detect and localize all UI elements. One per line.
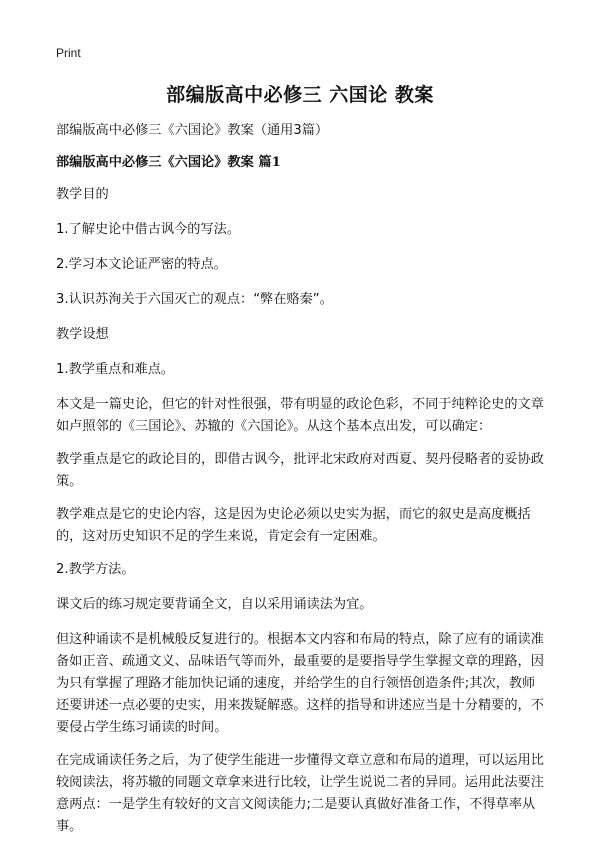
objective-item: 3.认识苏洵关于六国灭亡的观点：“弊在赂秦”。 [56, 292, 333, 307]
paragraph-reading: 但这种诵读不是机械般反复进行的。根据本文内容和布局的特点，除了应有的诵读准备如正音、疏通文义、品味语气等而外，最重要的是要指导学生掌握文章的理路，因为只有掌握了理路才能加快记诵的速度，并给学生的自行领悟创造条件;其次，教师还要讲述一点必要的史实，用来拨疑解惑。这样的指导和讲述应当是十分精要的，不要侵占学生练习诵读的时间。 [56, 632, 544, 735]
document-body [56, 120, 544, 849]
objective-item: 1.了解史论中借古讽今的写法。 [56, 222, 241, 237]
section-heading: 部编版高中必修三《六国论》教案 篇1 [56, 155, 281, 170]
objectives-heading: 教学目的 [56, 187, 109, 202]
document-subtitle: 部编版高中必修三《六国论》教案（通用3篇） [56, 123, 329, 138]
paragraph-compare: 在完成诵读任务之后，为了使学生能进一步懂得文章立意和布局的道理，可以运用比较阅读法，将苏辙的同题文章拿来进行比较，让学生说说二者的异同。运用此法要注意两点：一是学生有较好的文言文阅读能力;二是要认真做好准备工作，不得草率从事。 [56, 753, 544, 834]
print-label: Print [56, 46, 81, 60]
point1-heading: 1.教学重点和难点。 [56, 362, 175, 377]
design-heading: 教学设想 [56, 327, 109, 342]
paragraph-method: 课文后的练习规定要背诵全文，自以采用诵读法为宜。 [56, 597, 373, 612]
objective-item: 2.学习本文论证严密的特点。 [56, 257, 227, 272]
paragraph-focus: 教学重点是它的政论目的，即借古讽今，批评北宋政府对西夏、契丹侵略者的妥协政策。 [56, 452, 544, 489]
paragraph-difficulty: 教学难点是它的史论内容，这是因为史论必须以史实为据，而它的叙史是高度概括的，这对历史知识不足的学生来说，肯定会有一定困难。 [56, 507, 531, 544]
point2-heading: 2.教学方法。 [56, 562, 135, 577]
paragraph-intro: 本文是一篇史论，但它的针对性很强，带有明显的政论色彩，不同于纯粹论史的文章如卢照邻的《三国论》、苏辙的《六国论》。从这个基本点出发，可以确定： [56, 397, 544, 434]
page-title: 部编版高中必修三 六国论 教案 [166, 84, 434, 106]
